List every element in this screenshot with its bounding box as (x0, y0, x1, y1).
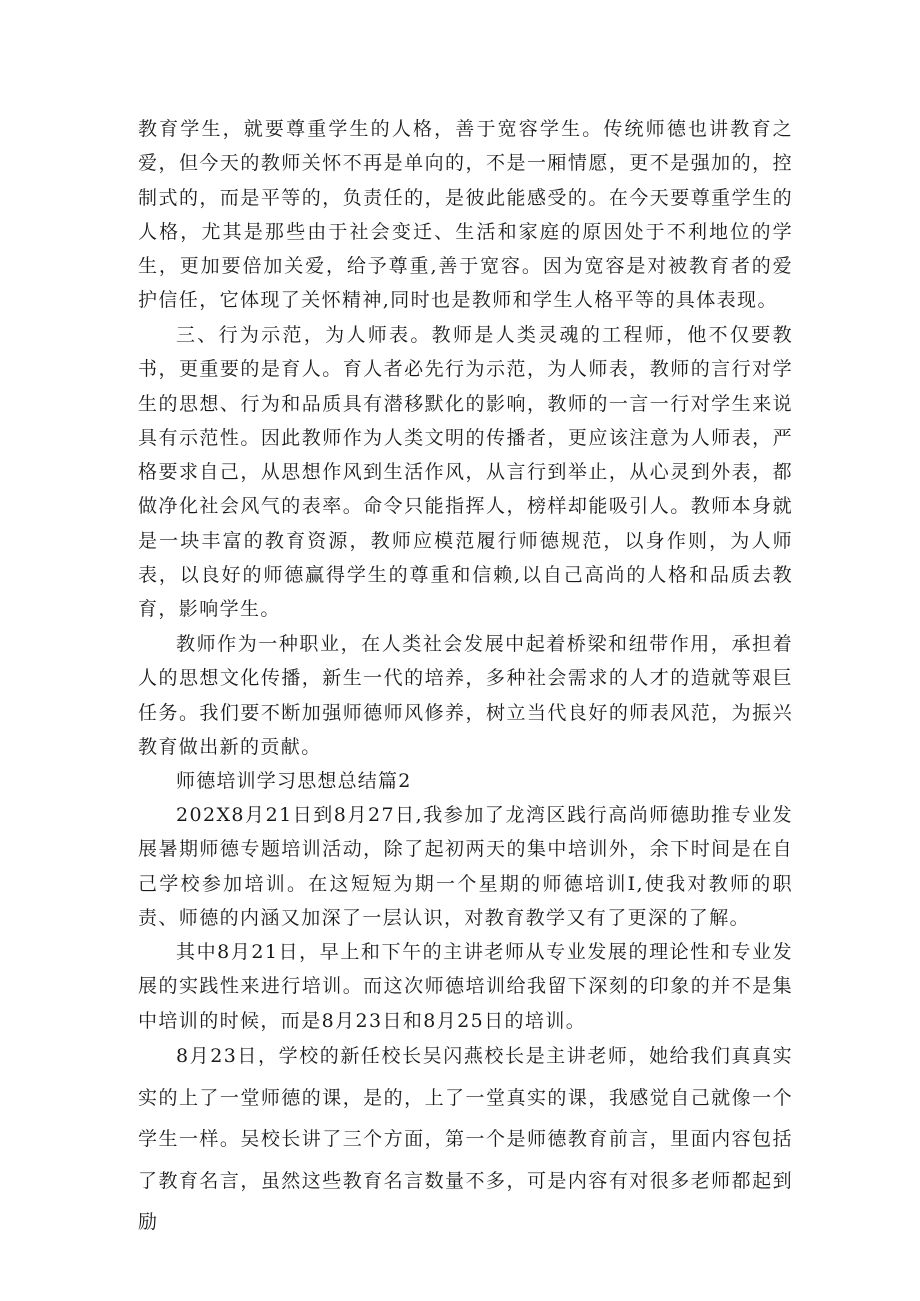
paragraph-role-model: 三、行为示范，为人师表。教师是人类灵魂的工程师，他不仅要教书，更重要的是育人。育人者必先行为示范，为人师表，教师的言行对学生的思想、行为和品质具有潜移默化的影响，教师的一言一行对学生来说具有示范性。因此教师作为人类文明的传播者，更应该注意为人师表，严格要求自己，从思想作风到生活作风，从言行到举止，从心灵到外表，都做净化社会风气的表率。命令只能指挥人，榜样却能吸引人。教师本身就是一块丰富的教育资源，教师应模范履行师德规范，以身作则，为人师表，以良好的师德赢得学生的尊重和信赖,以自己高尚的人格和品质去教育，影响学生。 (138, 324, 793, 621)
paragraph-august-23: 8月23日，学校的新任校长吴闪燕校长是主讲老师，她给我们真真实实的上了一堂师德的课，是的，上了一堂真实的课，我感觉自己就像一个学生一样。吴校长讲了三个方面，第一个是师德教育前言，里面内容包括了教育名言，虽然这些教育名言数量不多，可是内容有对很多老师都起到励 (138, 1045, 793, 1233)
paragraph-august-21: 其中8月21日，早上和下午的主讲老师从专业发展的理论性和专业发展的实践性来进行培训。而这次师德培训给我留下深刻的印象的并不是集中培训的时候，而是8月23日和8月25日的培训。 (138, 941, 793, 1032)
section-heading: 师德培训学习思想总结篇2 (176, 770, 412, 792)
paragraph-teacher-profession: 教师作为一种职业，在人类社会发展中起着桥梁和纽带作用，承担着人的思想文化传播，新生一代的培养，多种社会需求的人才的造就等艰巨任务。我们要不断加强师德师风修养，树立当代良好的师表风范，为振兴教育做出新的贡献。 (138, 633, 793, 758)
paragraph-respect-students: 教育学生，就要尊重学生的人格，善于宽容学生。传统师德也讲教育之爱，但今天的教师关怀不再是单向的，不是一厢情愿，更不是强加的，控制式的，而是平等的，负责任的，是彼此能感受的。在今天要尊重学生的人格，尤其是那些由于社会变迁、生活和家庭的原因处于不利地位的学生，更加要倍加关爱，给予尊重,善于宽容。因为宽容是对被教育者的爱护信任，它体现了关怀精神,同时也是教师和学生人格平等的具体表现。 (138, 118, 793, 312)
paragraph-training-overview: 202X8月21日到8月27日,我参加了龙湾区践行高尚师德助推专业发展暑期师德专题培训活动，除了起初两天的集中培训外，余下时间是在自己学校参加培训。在这短短为期一个星期的师德培训I,使我对教师的职责、师德的内涵又加深了一层认识，对教育教学又有了更深的了解。 (138, 804, 793, 929)
